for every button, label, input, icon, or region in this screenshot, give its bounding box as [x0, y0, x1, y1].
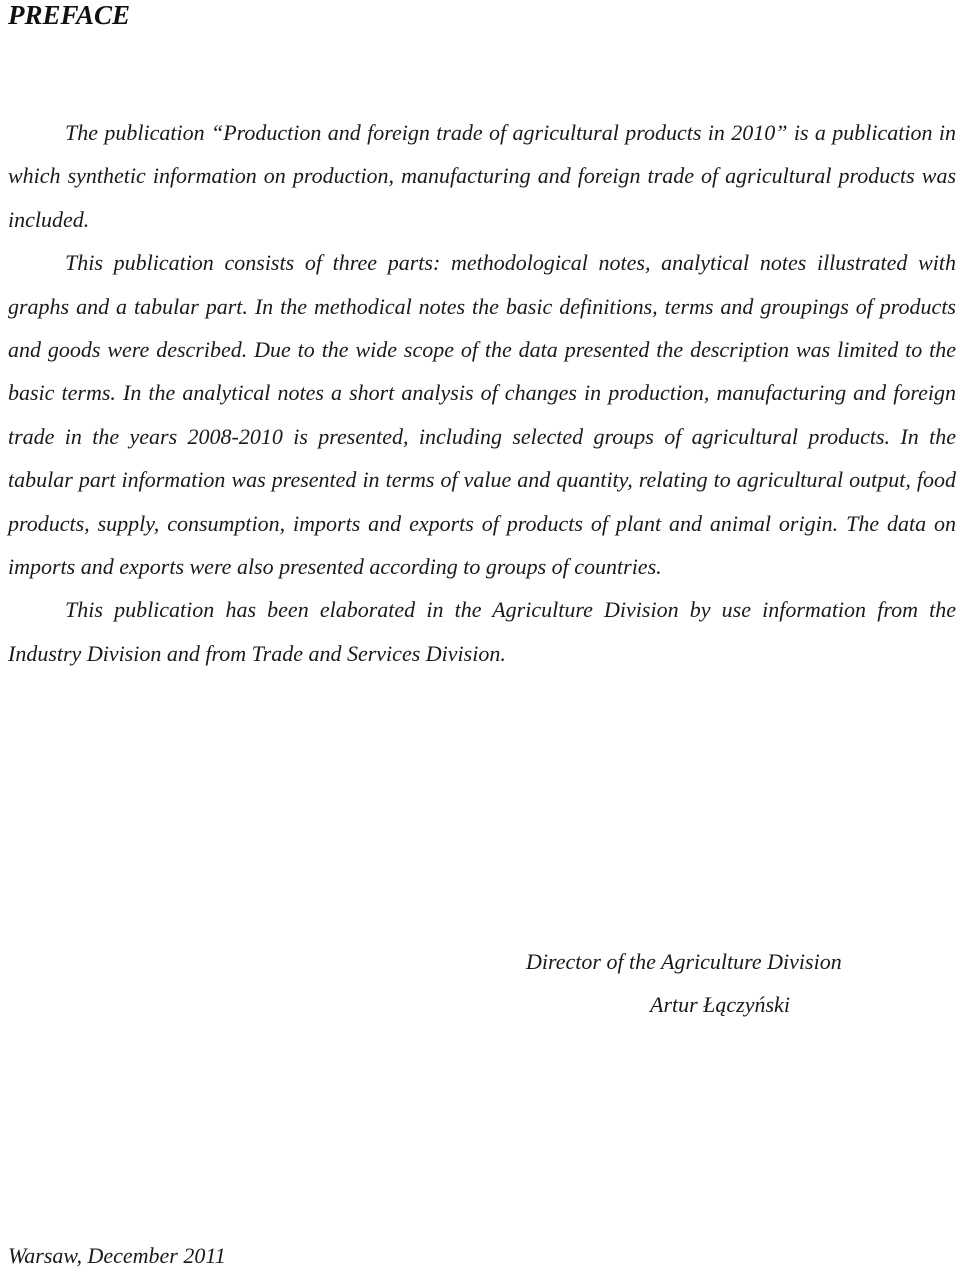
signature-block	[526, 940, 906, 1026]
paragraph-structure: This publication consists of three parts: methodological notes, analytical notes illustrated with graphs and a tabular part. In the methodical notes the basic definitions, terms and groupings of products and goods were described. Due to the wide scope of the data presented the description was limited to the basic terms. In the analytical notes a short analysis of changes in production, manufacturing and foreign trade in the years 2008-2010 is presented, including selected groups of agricultural products. In the tabular part information was presented in terms of value and quantity, relating to agricultural output, food products, supply, consumption, imports and exports of products of plant and animal origin. The data on imports and exports were also presented according to groups of countries.	[8, 250, 956, 580]
signatory-title: Director of the Agriculture Division	[526, 949, 842, 974]
paragraph-sources: This publication has been elaborated in the Agriculture Division by use information from the Industry Division and from Trade and Services Division.	[8, 597, 956, 666]
paragraph-intro: The publication “Production and foreign trade of agricultural products in 2010” is a publication in which synthetic information on production, manufacturing and foreign trade of agricultural products was included.	[8, 120, 956, 232]
preface-body	[8, 111, 956, 675]
signatory-name: Artur Łączyński	[650, 992, 790, 1017]
place-and-date: Warsaw, December 2011	[8, 1243, 226, 1268]
page-title: PREFACE	[8, 0, 131, 30]
